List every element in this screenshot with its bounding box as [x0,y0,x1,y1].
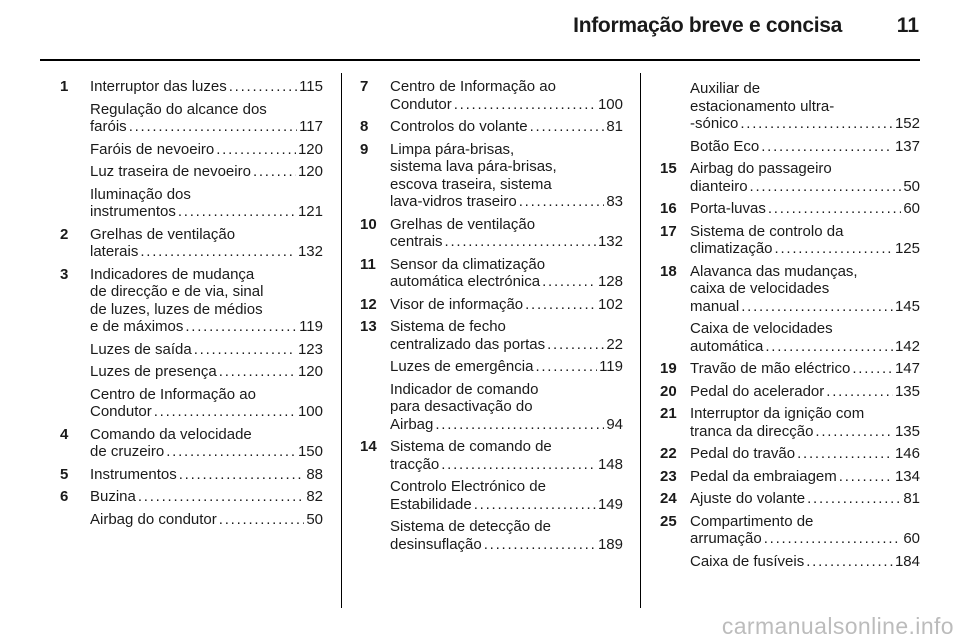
page-reference: 135 [894,422,920,440]
item-number: 6 [60,488,69,505]
page-title: Informação breve e concisa [573,14,842,37]
entry-last-line [90,163,323,181]
index-column-3 [640,78,920,575]
index-entry [40,78,323,96]
entry-text: Estabilidade [390,495,472,513]
dot-leader [815,423,893,441]
dot-leader [194,341,296,359]
page-reference: 50 [903,177,920,195]
entry-text: Luzes de saída [90,340,192,358]
entry-last-line [90,141,323,159]
page-reference: 94 [606,415,623,433]
entry-last-line [90,466,323,484]
entry-last-line [690,530,920,548]
entry-text: Ajuste do volante [690,490,806,507]
entry-text: Porta-luvas [690,200,766,217]
page-reference: 148 [597,455,623,473]
index-entry [340,256,623,291]
dot-leader [806,553,893,571]
page-reference: 137 [894,137,920,155]
page-reference: 117 [299,118,323,135]
item-number: 24 [660,490,677,507]
index-entry [640,223,920,258]
entry-last-line [690,200,920,218]
entry-text: de direcção e de via, sinal [90,283,264,300]
index-entry [640,383,920,401]
index-entry [40,488,323,506]
index-entry [340,141,623,211]
page-reference: 135 [894,382,920,400]
entry-last-line [690,423,920,441]
entry-last-line [390,416,623,434]
dot-leader [525,296,596,314]
dot-leader [229,78,297,96]
page-reference: 152 [894,115,920,132]
entry-text: Airbag do condutor [90,510,217,528]
entry-text: sistema lava pára-brisas, [390,158,557,175]
page-reference: 83 [606,193,623,210]
entry-text: -sónico [690,115,739,132]
entry-text: Visor de informação [390,295,524,313]
entry-last-line [390,118,623,136]
dot-leader [435,416,604,434]
page-reference: 150 [297,443,323,460]
page-reference: 115 [299,78,323,95]
index-entry [40,466,323,484]
entry-text: Comando da velocidade [90,425,252,443]
entry-last-line [390,336,623,354]
entry-last-line [390,456,623,474]
entry-last-line [690,138,920,156]
entry-last-line [690,338,920,356]
entry-last-line [90,488,323,506]
entry-text: Compartimento de [690,512,814,530]
entry-last-line [690,178,920,196]
entry-last-line [90,403,323,421]
dot-leader [765,338,893,356]
entry-text: Condutor [90,403,152,420]
index-entry [340,381,623,434]
item-number: 5 [60,465,69,483]
dot-leader [179,466,305,484]
dot-leader [535,358,597,376]
index-entry [340,296,623,314]
entry-text: arrumação [690,530,762,547]
index-entry [40,266,323,336]
entry-text: Airbag [390,415,434,433]
entry-last-line [90,203,323,221]
index-entry [40,163,323,181]
page-reference: 60 [903,200,920,217]
entry-last-line [390,358,623,376]
item-number: 23 [660,467,677,485]
entry-last-line [390,536,623,554]
entry-last-line [90,318,323,336]
entry-last-line [90,511,323,529]
item-number: 22 [660,445,677,462]
page-reference: 184 [894,552,920,570]
dot-leader [154,403,296,421]
dot-leader [519,193,605,211]
page-reference: 132 [597,233,623,250]
header-rule [40,59,920,61]
page-reference: 81 [606,118,623,135]
entry-text: Alavanca das mudanças, [690,262,858,280]
entry-last-line [390,296,623,314]
entry-text: Controlos do volante [390,118,528,135]
index-entry [340,518,623,553]
entry-text: Luz traseira de nevoeiro [90,163,251,180]
page-reference: 50 [306,510,323,528]
index-entry [640,200,920,218]
index-entry [640,320,920,355]
index-entry [340,118,623,136]
item-number: 4 [60,425,69,443]
page-reference: 128 [597,273,623,290]
entry-text: Luzes de presença [90,363,217,380]
entry-last-line [690,240,920,258]
entry-text: laterais [90,243,139,260]
item-number: 10 [360,215,377,233]
page-reference: 119 [599,358,623,375]
entry-last-line [690,383,920,401]
item-number: 25 [660,512,677,530]
dot-leader [129,118,297,136]
dot-leader [474,496,596,514]
page-reference: 145 [894,297,920,315]
item-number: 11 [360,255,376,273]
item-number: 20 [660,382,677,400]
entry-text: tranca da direcção [690,422,814,440]
entry-text: Sistema de comando de [390,438,552,455]
entry-text: Faróis de nevoeiro [90,140,215,158]
index-entry [40,341,323,359]
dot-leader [441,456,596,474]
entry-last-line [690,445,920,463]
dot-leader [750,178,902,196]
index-column-2 [340,78,623,558]
entry-text: Condutor [390,95,452,113]
entry-last-line [90,78,323,96]
entry-text: manual [690,297,740,315]
dot-leader [740,115,893,133]
index-entry [40,141,323,159]
entry-text: dianteiro [690,177,748,195]
index-entry [640,553,920,571]
page-reference: 142 [894,337,920,355]
page-reference: 22 [606,335,623,353]
item-number: 19 [660,360,677,377]
dot-leader [219,363,296,381]
page-reference: 123 [297,340,323,358]
item-number: 12 [360,295,377,313]
dot-leader [178,203,296,221]
index-entry [640,445,920,463]
page-reference: 121 [297,203,323,220]
entry-text: desinsuflação [390,535,482,553]
entry-text: tracção [390,455,440,473]
entry-text: centralizado das portas [390,335,546,353]
index-entry [640,490,920,508]
index-entry [340,358,623,376]
index-entry [40,101,323,136]
dot-leader [138,488,304,506]
index-entry [640,405,920,440]
dot-leader [140,243,296,261]
entry-text: Auxiliar de [690,80,761,97]
index-entry [340,78,623,113]
page-reference: 132 [297,243,323,260]
item-number: 18 [660,262,677,280]
entry-text: Luzes de emergência [390,358,534,375]
index-entry [640,360,920,378]
item-number: 13 [360,318,377,335]
index-entry [640,513,920,548]
page-reference: 102 [597,295,623,313]
page-reference: 149 [597,495,623,513]
index-entry [40,363,323,381]
entry-text: Indicador de comando [390,380,539,398]
entry-last-line [690,298,920,316]
dot-leader [839,468,893,486]
page-reference: 189 [597,535,623,553]
entry-last-line [90,443,323,461]
page-reference: 82 [306,488,323,505]
page-reference: 88 [306,465,323,483]
dot-leader [761,138,893,156]
dot-leader [852,360,893,378]
entry-text: Limpa pára-brisas, [390,140,515,158]
index-entry [640,138,920,156]
page-reference: 147 [894,360,920,377]
dot-leader [216,141,296,159]
entry-last-line [690,115,920,133]
entry-text: Caixa de fusíveis [690,552,805,570]
dot-leader [484,536,596,554]
dot-leader [547,336,604,354]
dot-leader [185,318,297,336]
item-number: 2 [60,225,69,243]
entry-last-line [690,553,920,571]
entry-text: Pedal da embraiagem [690,467,837,485]
entry-text: Interruptor da ignição com [690,405,865,422]
index-entry [640,263,920,316]
dot-leader [454,96,596,114]
entry-text: Airbag do passageiro [690,160,832,177]
entry-text: Regulação do alcance dos [90,100,267,118]
entry-text: de luzes, luzes de médios [90,300,263,318]
entry-text: Interruptor das luzes [90,78,227,95]
entry-text: automática electrónica [390,273,541,290]
page-reference: 120 [297,363,323,380]
item-number: 16 [660,200,677,217]
index-entry [640,160,920,195]
entry-text: escova traseira, sistema [390,175,552,193]
page-reference: 100 [297,403,323,420]
entry-last-line [390,273,623,291]
page-reference: 120 [297,163,323,180]
dot-leader [530,118,605,136]
page-reference: 119 [299,318,323,335]
entry-last-line [90,118,323,136]
entry-last-line [690,468,920,486]
page-reference: 60 [903,530,920,547]
entry-text: instrumentos [90,203,176,220]
entry-text: de cruzeiro [90,443,165,460]
entry-text: Centro de Informação ao [390,78,556,95]
dot-leader [542,273,596,291]
index-column-1 [40,78,323,533]
dot-leader [741,298,893,316]
entry-text: e de máximos [90,318,184,335]
entry-text: Buzina [90,488,136,505]
entry-text: automática [690,337,764,355]
item-number: 7 [360,78,369,95]
item-number: 14 [360,438,377,455]
index-entry [340,216,623,251]
page-number: 11 [896,14,919,37]
dot-leader [826,383,893,401]
entry-text: Iluminação dos [90,185,191,203]
watermark: carmanualsonline.info [721,613,954,639]
entry-last-line [390,193,623,211]
dot-leader [768,200,901,218]
dot-leader [775,240,893,258]
entry-text: Sistema de controlo da [690,222,844,240]
item-number: 9 [360,140,369,158]
page-reference: 134 [894,467,920,485]
page-reference: 125 [894,240,920,257]
index-entry [40,186,323,221]
index-entry [40,511,323,529]
page-reference: 100 [597,95,623,113]
entry-text: lava-vidros traseiro [390,193,517,210]
dot-leader [807,490,901,508]
entry-last-line [390,496,623,514]
entry-text: climatização [690,240,773,257]
page-reference: 146 [894,445,920,462]
entry-text: Caixa de velocidades [690,320,833,337]
dot-leader [219,511,305,529]
entry-last-line [90,341,323,359]
entry-last-line [690,360,920,378]
entry-text: centrais [390,233,443,250]
index-entry [640,80,920,133]
entry-text: Botão Eco [690,137,760,155]
entry-text: Sistema de fecho [390,318,506,335]
index-entry [40,426,323,461]
index-entry [40,386,323,421]
entry-text: estacionamento ultra- [690,97,835,115]
entry-text: Grelhas de ventilação [90,225,236,243]
entry-text: Sistema de detecção de [390,518,551,535]
index-entry [640,468,920,486]
entry-last-line [690,490,920,508]
entry-text: Centro de Informação ao [90,385,256,403]
entry-text: Pedal do travão [690,445,796,462]
index-entry [40,226,323,261]
item-number: 17 [660,222,677,240]
entry-text: para desactivação do [390,398,533,415]
page-reference: 120 [297,140,323,158]
index-entry [340,478,623,513]
dot-leader [764,530,902,548]
dot-leader [253,163,296,181]
entry-text: Instrumentos [90,465,177,483]
entry-text: caixa de velocidades [690,280,830,297]
item-number: 8 [360,118,369,135]
entry-last-line [90,363,323,381]
index-entry [340,438,623,473]
dot-leader [445,233,596,251]
item-number: 1 [60,78,69,95]
entry-text: faróis [90,118,127,135]
entry-text: Pedal do acelerador [690,382,825,400]
entry-text: Controlo Electrónico de [390,478,546,495]
entry-last-line [390,233,623,251]
entry-last-line [390,96,623,114]
item-number: 21 [660,405,677,422]
entry-text: Grelhas de ventilação [390,215,536,233]
entry-text: Sensor da climatização [390,255,546,273]
dot-leader [166,443,296,461]
entry-text: Indicadores de mudança [90,265,255,283]
item-number: 15 [660,160,677,177]
index-entry [340,318,623,353]
entry-text: Travão de mão eléctrico [690,360,851,377]
item-number: 3 [60,265,69,283]
dot-leader [797,445,893,463]
page-reference: 81 [903,490,920,507]
entry-last-line [90,243,323,261]
